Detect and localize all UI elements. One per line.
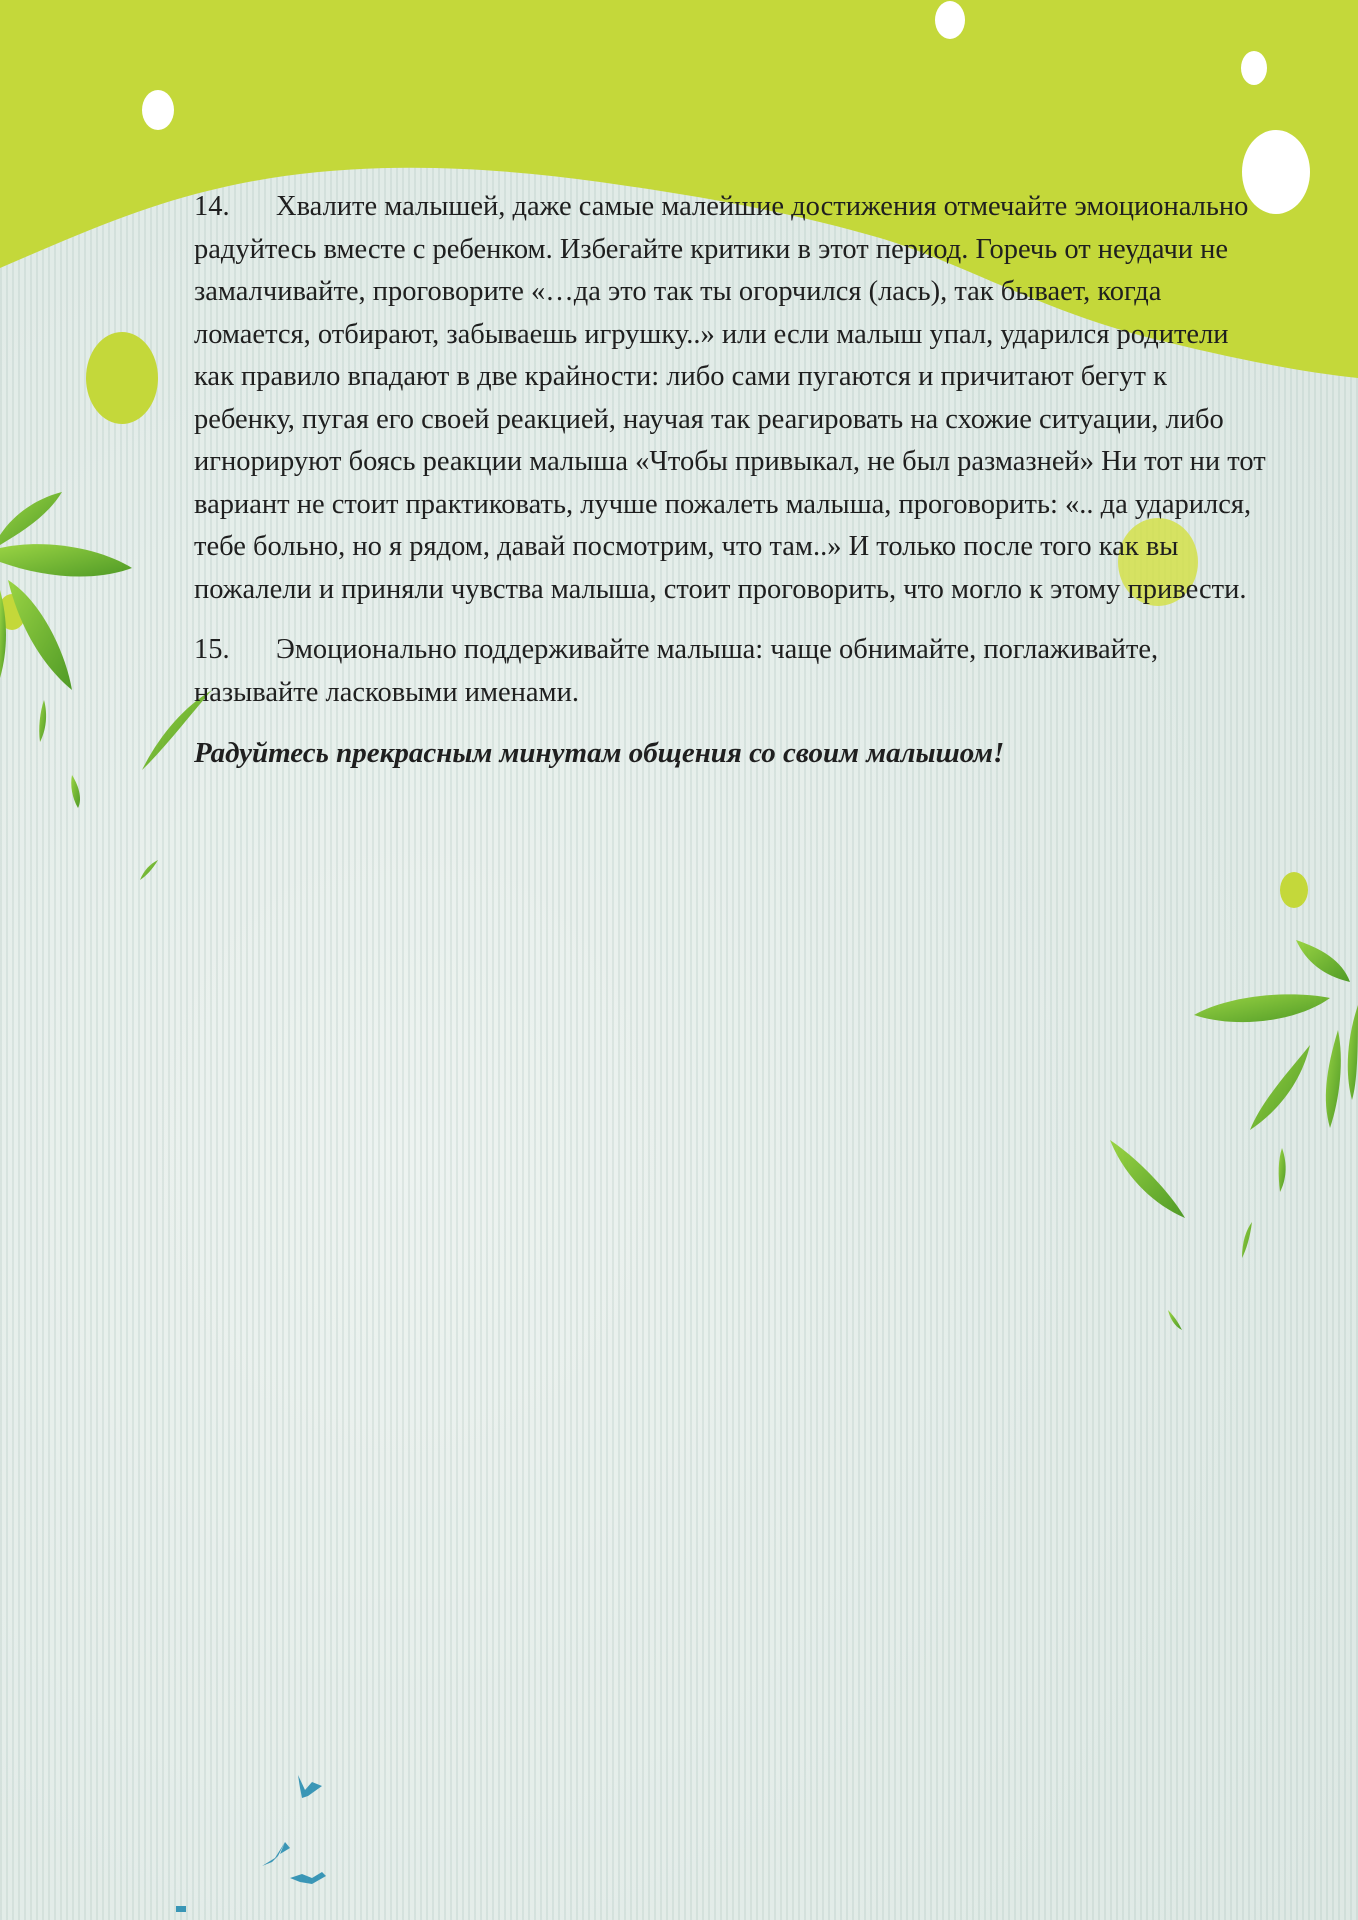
item-number: 15. bbox=[194, 634, 230, 665]
leaf-icon bbox=[1279, 1148, 1286, 1192]
bird-icon bbox=[298, 1775, 322, 1798]
leaf-icon bbox=[39, 700, 46, 742]
bird-icon bbox=[262, 1842, 290, 1866]
leaf-icon bbox=[1242, 1222, 1252, 1258]
list-item-15 bbox=[194, 629, 1272, 714]
right-leaf-cluster bbox=[1110, 940, 1358, 1330]
leaf-icon bbox=[1348, 1005, 1358, 1100]
leaf-icon bbox=[1110, 1140, 1185, 1218]
document-body bbox=[194, 186, 1272, 775]
dot-icon bbox=[86, 332, 158, 424]
left-leaf-cluster bbox=[0, 492, 212, 880]
leaf-icon bbox=[1326, 1030, 1341, 1128]
leaf-icon bbox=[1250, 1045, 1310, 1130]
leaf-icon bbox=[140, 860, 158, 880]
leaf-icon bbox=[1194, 994, 1330, 1022]
item-text: Хвалите малышей, даже самые малейшие достижения отмечайте эмоционально радуйтесь вместе с ребенком. Избегайте критики в этот период. Горечь от неудачи не замалчивайте, проговорите «…да это так ты огорчился (лась), так бывает, когда ломается, отбирают, забываешь игрушку..» или если малыш упал, ударился родители как правило впадают в две крайности: либо сами пугаются и причитают бегут к ребенку, пугая его своей реакцией, научая так реагировать на схожие ситуации, либо игнорируют боясь реакции малыша «Чтобы привыкал, не был размазней» Ни тот ни тот вариант не стоит практиковать, лучше пожалеть малыша, проговорить: «.. да ударился, тебе больно, но я рядом, давай посмотрим, что там..» И только после того как вы пожалели и приняли чувства малыша, стоит проговорить, что могло к этому привести. bbox=[194, 191, 1266, 605]
dot-icon bbox=[935, 1, 965, 39]
bird-icon bbox=[176, 1906, 186, 1912]
item-number: 14. bbox=[194, 191, 230, 222]
bird-flock bbox=[176, 1775, 326, 1912]
leaf-icon bbox=[1296, 940, 1350, 982]
leaf-icon bbox=[0, 492, 62, 545]
item-text: Эмоционально поддерживайте малыша: чаще обнимайте, поглаживайте, называйте ласковыми именами. bbox=[194, 634, 1159, 708]
dot-icon bbox=[1280, 872, 1308, 908]
leaf-icon bbox=[1168, 1310, 1182, 1330]
bird-icon bbox=[290, 1872, 326, 1884]
list-item-14 bbox=[194, 186, 1272, 611]
dot-icon bbox=[1241, 51, 1267, 85]
leaf-icon bbox=[0, 544, 132, 576]
closing-line: Радуйтесь прекрасным минутам общения со своим малышом! bbox=[194, 737, 1005, 769]
leaf-icon bbox=[71, 775, 80, 808]
dot-icon bbox=[142, 90, 174, 130]
leaf-icon bbox=[8, 580, 72, 690]
